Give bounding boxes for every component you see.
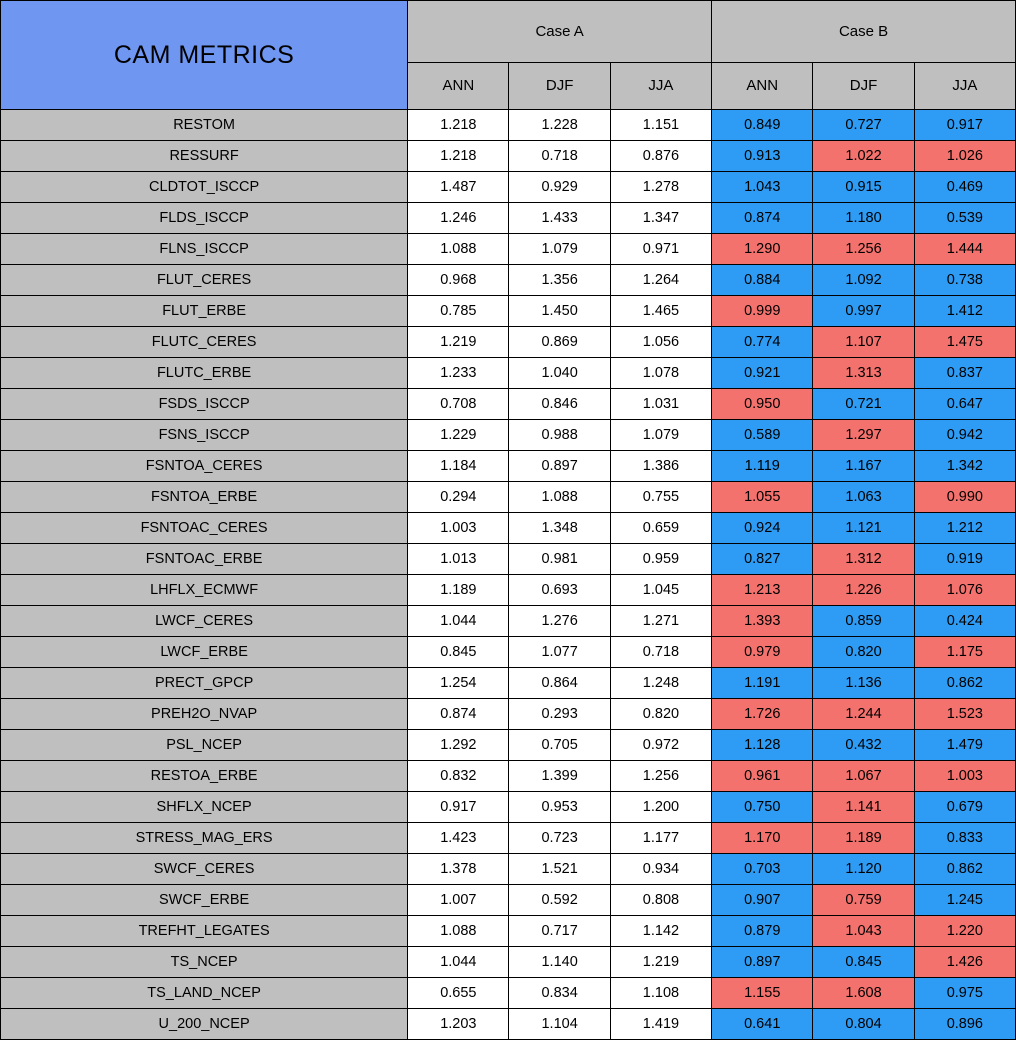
row-label: SWCF_CERES: [1, 854, 408, 885]
row-label: FLUT_ERBE: [1, 296, 408, 327]
metric-cell: 0.979: [712, 637, 813, 668]
metric-cell: 1.200: [610, 792, 711, 823]
metric-cell: 1.055: [712, 482, 813, 513]
metric-cell: 0.717: [509, 916, 610, 947]
row-label: FLDS_ISCCP: [1, 203, 408, 234]
metric-cell: 1.393: [712, 606, 813, 637]
metric-cell: 0.950: [712, 389, 813, 420]
season-header-a-djf: DJF: [509, 62, 610, 109]
metric-cell: 1.043: [813, 916, 914, 947]
metric-cell: 0.589: [712, 420, 813, 451]
table-body: [1, 110, 1016, 1040]
metric-cell: 0.834: [509, 978, 610, 1009]
table-row: [1, 203, 1016, 234]
metric-cell: 0.833: [914, 823, 1015, 854]
page-title: CAM METRICS: [1, 1, 408, 110]
row-label: RESSURF: [1, 141, 408, 172]
metric-cell: 1.248: [610, 668, 711, 699]
metric-cell: 1.244: [813, 699, 914, 730]
metric-cell: 1.104: [509, 1009, 610, 1040]
table-row: [1, 358, 1016, 389]
table-row: [1, 110, 1016, 141]
metric-cell: 0.738: [914, 265, 1015, 296]
metric-cell: 0.750: [712, 792, 813, 823]
metric-cell: 0.845: [813, 947, 914, 978]
metric-cell: 0.820: [610, 699, 711, 730]
table-row: [1, 885, 1016, 916]
table-row: [1, 296, 1016, 327]
metric-cell: 1.213: [712, 575, 813, 606]
table-row: [1, 668, 1016, 699]
row-label: FSNS_ISCCP: [1, 420, 408, 451]
metric-cell: 1.170: [712, 823, 813, 854]
metric-cell: 1.088: [509, 482, 610, 513]
metric-cell: 0.874: [408, 699, 509, 730]
row-label: LWCF_ERBE: [1, 637, 408, 668]
metric-cell: 0.469: [914, 172, 1015, 203]
table-row: [1, 420, 1016, 451]
metric-cell: 1.120: [813, 854, 914, 885]
row-label: FLUTC_ERBE: [1, 358, 408, 389]
metric-cell: 0.921: [712, 358, 813, 389]
metric-cell: 0.755: [610, 482, 711, 513]
metric-cell: 0.424: [914, 606, 1015, 637]
metric-cell: 1.229: [408, 420, 509, 451]
metric-cell: 0.897: [712, 947, 813, 978]
metric-cell: 1.465: [610, 296, 711, 327]
table-row: [1, 513, 1016, 544]
table-row: [1, 172, 1016, 203]
metric-cell: 1.523: [914, 699, 1015, 730]
table-row: [1, 234, 1016, 265]
metric-cell: 0.869: [509, 327, 610, 358]
metric-cell: 1.219: [610, 947, 711, 978]
season-header-a-jja: JJA: [610, 62, 711, 109]
metric-cell: 0.432: [813, 730, 914, 761]
table-row: [1, 575, 1016, 606]
metric-cell: 1.378: [408, 854, 509, 885]
metric-cell: 0.832: [408, 761, 509, 792]
metric-cell: 0.774: [712, 327, 813, 358]
metric-cell: 0.862: [914, 668, 1015, 699]
metric-cell: 1.228: [509, 110, 610, 141]
metric-cell: 1.608: [813, 978, 914, 1009]
metric-cell: 0.820: [813, 637, 914, 668]
metric-cell: 0.693: [509, 575, 610, 606]
row-label: FSNTOA_CERES: [1, 451, 408, 482]
metric-cell: 0.990: [914, 482, 1015, 513]
row-label: SWCF_ERBE: [1, 885, 408, 916]
group-header-case-a: Case A: [408, 1, 712, 63]
metric-cell: 1.045: [610, 575, 711, 606]
row-label: TREFHT_LEGATES: [1, 916, 408, 947]
metric-cell: 0.929: [509, 172, 610, 203]
metric-cell: 0.647: [914, 389, 1015, 420]
table-row: [1, 606, 1016, 637]
metric-cell: 1.044: [408, 606, 509, 637]
table-row: [1, 451, 1016, 482]
metric-cell: 0.959: [610, 544, 711, 575]
metric-cell: 0.845: [408, 637, 509, 668]
row-label: PREH2O_NVAP: [1, 699, 408, 730]
metric-cell: 1.108: [610, 978, 711, 1009]
metric-cell: 0.655: [408, 978, 509, 1009]
metric-cell: 1.218: [408, 110, 509, 141]
row-label: TS_NCEP: [1, 947, 408, 978]
table-row: [1, 854, 1016, 885]
metric-cell: 0.293: [509, 699, 610, 730]
metric-cell: 0.864: [509, 668, 610, 699]
metric-cell: 0.919: [914, 544, 1015, 575]
metric-cell: 1.218: [408, 141, 509, 172]
metric-cell: 0.708: [408, 389, 509, 420]
metric-cell: 0.907: [712, 885, 813, 916]
metric-cell: 1.189: [408, 575, 509, 606]
metric-cell: 0.849: [712, 110, 813, 141]
metric-cell: 1.256: [610, 761, 711, 792]
metric-cell: 1.119: [712, 451, 813, 482]
season-header-a-ann: ANN: [408, 62, 509, 109]
metric-cell: 0.897: [509, 451, 610, 482]
metric-cell: 1.356: [509, 265, 610, 296]
table-row: [1, 544, 1016, 575]
metric-cell: 1.419: [610, 1009, 711, 1040]
table-header: [1, 1, 1016, 110]
row-label: PRECT_GPCP: [1, 668, 408, 699]
season-header-b-ann: ANN: [712, 62, 813, 109]
metric-cell: 1.433: [509, 203, 610, 234]
metric-cell: 1.191: [712, 668, 813, 699]
metric-cell: 0.942: [914, 420, 1015, 451]
metric-cell: 1.003: [914, 761, 1015, 792]
metric-cell: 1.479: [914, 730, 1015, 761]
metric-cell: 1.475: [914, 327, 1015, 358]
table-row: [1, 730, 1016, 761]
metric-cell: 0.999: [712, 296, 813, 327]
metric-cell: 1.426: [914, 947, 1015, 978]
metric-cell: 0.997: [813, 296, 914, 327]
metric-cell: 0.641: [712, 1009, 813, 1040]
metric-cell: 1.212: [914, 513, 1015, 544]
table-row: [1, 141, 1016, 172]
metric-cell: 0.679: [914, 792, 1015, 823]
metric-cell: 1.175: [914, 637, 1015, 668]
metric-cell: 0.837: [914, 358, 1015, 389]
table-row: [1, 823, 1016, 854]
table-row: [1, 947, 1016, 978]
metric-cell: 1.297: [813, 420, 914, 451]
metric-cell: 0.968: [408, 265, 509, 296]
metric-cell: 1.043: [712, 172, 813, 203]
row-label: FSNTOAC_ERBE: [1, 544, 408, 575]
metric-cell: 1.121: [813, 513, 914, 544]
metric-cell: 0.879: [712, 916, 813, 947]
metric-cell: 0.988: [509, 420, 610, 451]
metric-cell: 1.412: [914, 296, 1015, 327]
table-row: [1, 389, 1016, 420]
metric-cell: 1.219: [408, 327, 509, 358]
row-label: LWCF_CERES: [1, 606, 408, 637]
metric-cell: 1.450: [509, 296, 610, 327]
metric-cell: 0.785: [408, 296, 509, 327]
metric-cell: 1.092: [813, 265, 914, 296]
metric-cell: 0.971: [610, 234, 711, 265]
metric-cell: 0.917: [408, 792, 509, 823]
metric-cell: 1.254: [408, 668, 509, 699]
row-label: CLDTOT_ISCCP: [1, 172, 408, 203]
row-label: FSNTOA_ERBE: [1, 482, 408, 513]
metric-cell: 1.136: [813, 668, 914, 699]
header-row-groups: [1, 1, 1016, 63]
metric-cell: 0.827: [712, 544, 813, 575]
row-label: U_200_NCEP: [1, 1009, 408, 1040]
metric-cell: 1.167: [813, 451, 914, 482]
metric-cell: 1.184: [408, 451, 509, 482]
metric-cell: 0.884: [712, 265, 813, 296]
row-label: LHFLX_ECMWF: [1, 575, 408, 606]
metric-cell: 1.026: [914, 141, 1015, 172]
metric-cell: 1.063: [813, 482, 914, 513]
metric-cell: 0.727: [813, 110, 914, 141]
metric-cell: 0.718: [509, 141, 610, 172]
metric-cell: 1.348: [509, 513, 610, 544]
metric-cell: 1.246: [408, 203, 509, 234]
season-header-b-jja: JJA: [914, 62, 1015, 109]
metric-cell: 1.078: [610, 358, 711, 389]
metric-cell: 1.128: [712, 730, 813, 761]
metric-cell: 0.876: [610, 141, 711, 172]
metric-cell: 1.276: [509, 606, 610, 637]
metric-cell: 1.399: [509, 761, 610, 792]
metric-cell: 1.487: [408, 172, 509, 203]
row-label: FSNTOAC_CERES: [1, 513, 408, 544]
row-label: STRESS_MAG_ERS: [1, 823, 408, 854]
row-label: SHFLX_NCEP: [1, 792, 408, 823]
row-label: FLUTC_CERES: [1, 327, 408, 358]
metric-cell: 1.521: [509, 854, 610, 885]
metric-cell: 1.151: [610, 110, 711, 141]
row-label: RESTOA_ERBE: [1, 761, 408, 792]
metric-cell: 1.155: [712, 978, 813, 1009]
row-label: PSL_NCEP: [1, 730, 408, 761]
metric-cell: 0.804: [813, 1009, 914, 1040]
metric-cell: 0.896: [914, 1009, 1015, 1040]
row-label: FLUT_CERES: [1, 265, 408, 296]
metric-cell: 1.278: [610, 172, 711, 203]
metric-cell: 1.220: [914, 916, 1015, 947]
metric-cell: 0.874: [712, 203, 813, 234]
table-row: [1, 482, 1016, 513]
metric-cell: 1.107: [813, 327, 914, 358]
metric-cell: 0.934: [610, 854, 711, 885]
metric-cell: 1.088: [408, 234, 509, 265]
metric-cell: 1.003: [408, 513, 509, 544]
metric-cell: 1.386: [610, 451, 711, 482]
metric-cell: 0.808: [610, 885, 711, 916]
row-label: FSDS_ISCCP: [1, 389, 408, 420]
metric-cell: 0.913: [712, 141, 813, 172]
metric-cell: 1.180: [813, 203, 914, 234]
table-row: [1, 916, 1016, 947]
metric-cell: 1.292: [408, 730, 509, 761]
metric-cell: 1.189: [813, 823, 914, 854]
metric-cell: 0.917: [914, 110, 1015, 141]
metric-cell: 1.290: [712, 234, 813, 265]
metric-cell: 1.444: [914, 234, 1015, 265]
row-label: RESTOM: [1, 110, 408, 141]
metric-cell: 0.705: [509, 730, 610, 761]
table-row: [1, 978, 1016, 1009]
metric-cell: 0.975: [914, 978, 1015, 1009]
table-row: [1, 327, 1016, 358]
metric-cell: 1.233: [408, 358, 509, 389]
table-row: [1, 637, 1016, 668]
metric-cell: 0.703: [712, 854, 813, 885]
metric-cell: 1.142: [610, 916, 711, 947]
metric-cell: 1.313: [813, 358, 914, 389]
metric-cell: 0.862: [914, 854, 1015, 885]
metric-cell: 1.177: [610, 823, 711, 854]
metric-cell: 1.022: [813, 141, 914, 172]
table-row: [1, 1009, 1016, 1040]
group-header-case-b: Case B: [712, 1, 1016, 63]
table-row: [1, 792, 1016, 823]
metric-cell: 0.759: [813, 885, 914, 916]
metric-cell: 1.342: [914, 451, 1015, 482]
metric-cell: 0.846: [509, 389, 610, 420]
metric-cell: 1.079: [509, 234, 610, 265]
metric-cell: 1.423: [408, 823, 509, 854]
metric-cell: 0.718: [610, 637, 711, 668]
metric-cell: 1.031: [610, 389, 711, 420]
season-header-b-djf: DJF: [813, 62, 914, 109]
metric-cell: 0.859: [813, 606, 914, 637]
metric-cell: 1.245: [914, 885, 1015, 916]
metric-cell: 0.723: [509, 823, 610, 854]
metric-cell: 1.141: [813, 792, 914, 823]
metric-cell: 1.040: [509, 358, 610, 389]
table-row: [1, 761, 1016, 792]
metric-cell: 0.294: [408, 482, 509, 513]
metric-cell: 1.312: [813, 544, 914, 575]
metric-cell: 1.044: [408, 947, 509, 978]
metric-cell: 1.203: [408, 1009, 509, 1040]
metric-cell: 1.067: [813, 761, 914, 792]
metric-cell: 0.721: [813, 389, 914, 420]
metric-cell: 0.924: [712, 513, 813, 544]
metric-cell: 0.953: [509, 792, 610, 823]
table-row: [1, 699, 1016, 730]
metric-cell: 1.347: [610, 203, 711, 234]
metric-cell: 1.256: [813, 234, 914, 265]
row-label: FLNS_ISCCP: [1, 234, 408, 265]
metric-cell: 0.659: [610, 513, 711, 544]
metric-cell: 1.077: [509, 637, 610, 668]
metric-cell: 1.271: [610, 606, 711, 637]
table-row: [1, 265, 1016, 296]
metric-cell: 1.076: [914, 575, 1015, 606]
metric-cell: 0.972: [610, 730, 711, 761]
metric-cell: 1.726: [712, 699, 813, 730]
metric-cell: 0.981: [509, 544, 610, 575]
metric-cell: 1.079: [610, 420, 711, 451]
metric-cell: 1.264: [610, 265, 711, 296]
metric-cell: 1.088: [408, 916, 509, 947]
metric-cell: 0.592: [509, 885, 610, 916]
metric-cell: 1.226: [813, 575, 914, 606]
metric-cell: 1.056: [610, 327, 711, 358]
row-label: TS_LAND_NCEP: [1, 978, 408, 1009]
metric-cell: 1.140: [509, 947, 610, 978]
metric-cell: 1.007: [408, 885, 509, 916]
metric-cell: 0.915: [813, 172, 914, 203]
metric-cell: 0.539: [914, 203, 1015, 234]
metric-cell: 0.961: [712, 761, 813, 792]
metric-cell: 1.013: [408, 544, 509, 575]
